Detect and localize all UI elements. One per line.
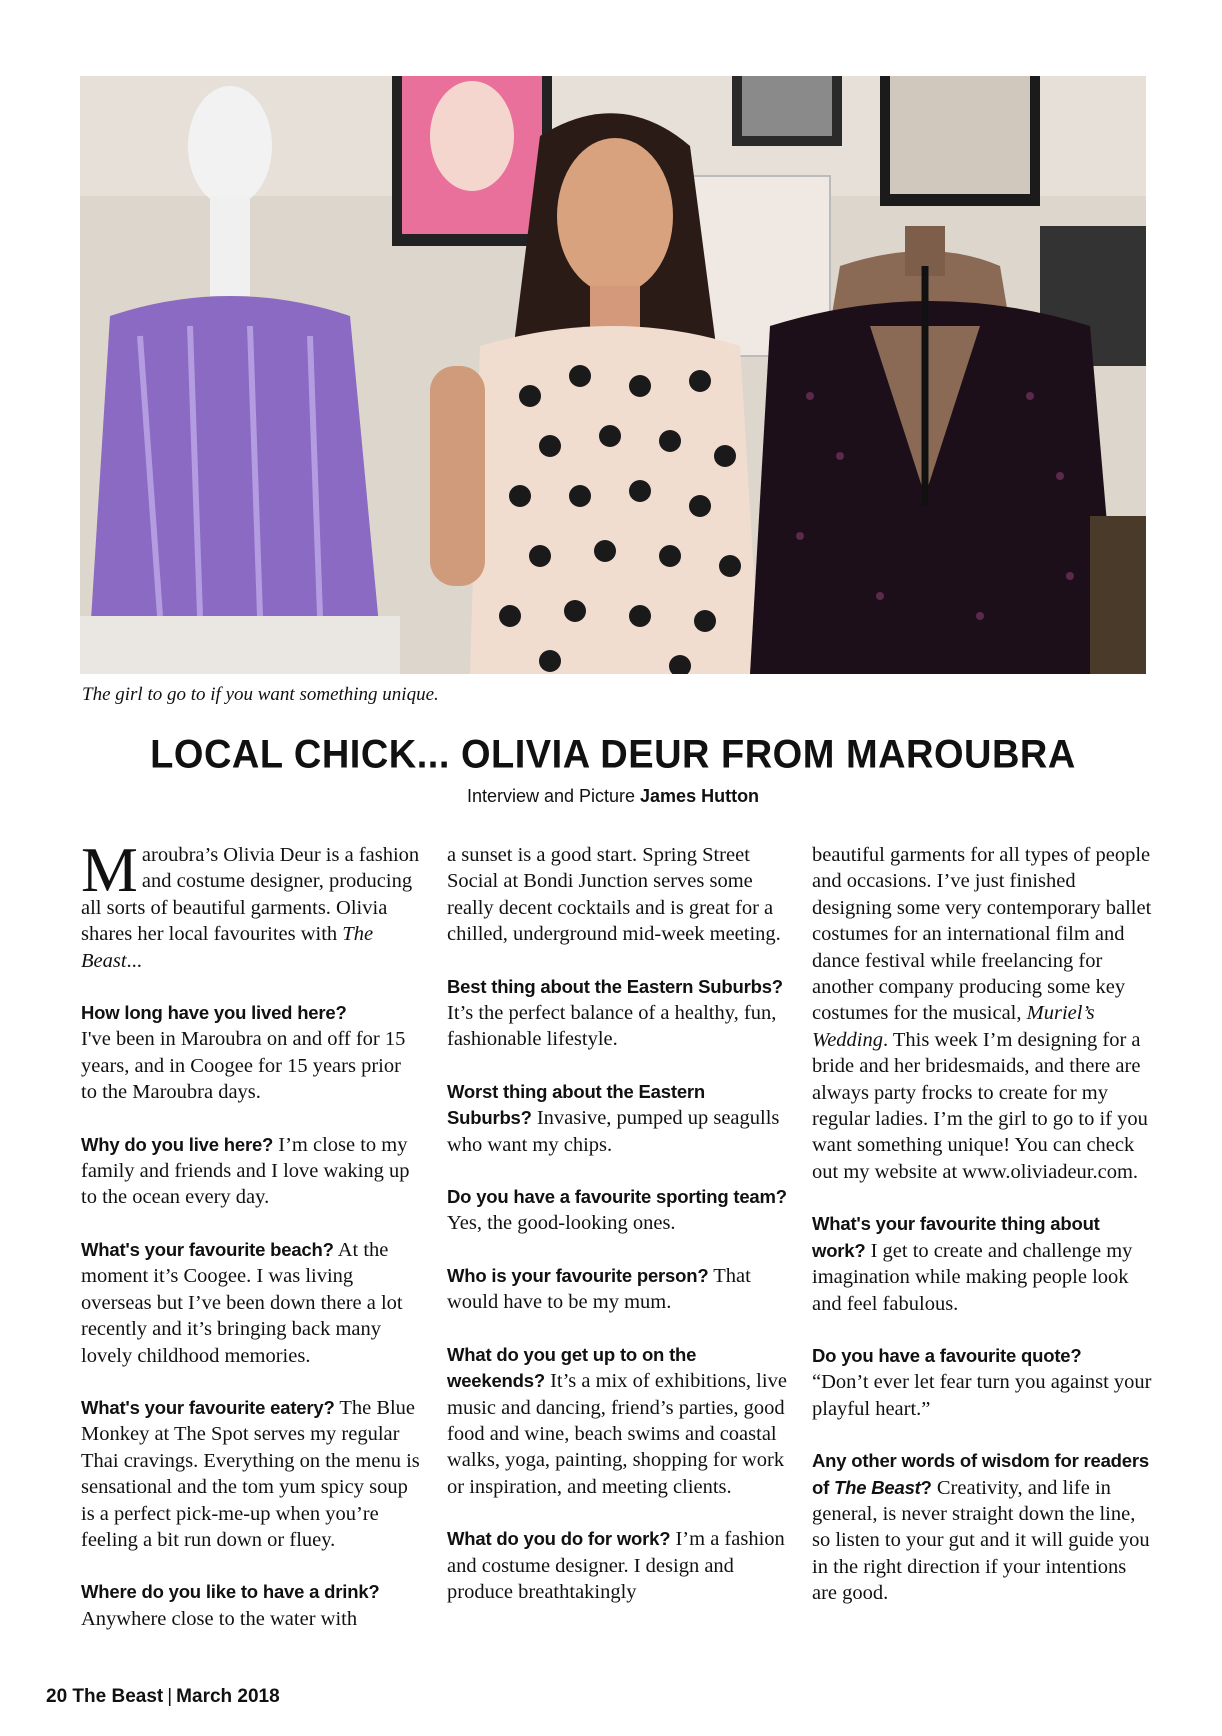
column-1 — [81, 834, 421, 1658]
qa-paragraph — [81, 1132, 421, 1211]
answer: I get to create and challenge my imagination while making people look and feel fabulous. — [812, 1239, 1133, 1315]
photo-caption: The girl to go to if you want something unique. — [82, 684, 439, 705]
question: Why do you live here? — [81, 1133, 274, 1155]
question: What's your favourite thing about work? — [812, 1213, 1100, 1261]
question: What do you get up to on the weekends? — [447, 1343, 697, 1392]
page-footer — [46, 1686, 280, 1708]
byline-prefix: Interview and Picture — [466, 786, 641, 806]
byline-author: James Hutton — [640, 786, 760, 806]
question: Who is your favourite person? — [447, 1264, 709, 1286]
answer: It’s the perfect balance of a healthy, fun, fashionable lifestyle. — [447, 1002, 777, 1051]
question-magazine: The Beast — [834, 1476, 921, 1498]
qa-paragraph — [447, 974, 787, 1053]
intro-text-1: aroubra’s Olivia Deur is a fashion and costume designer, producing all sorts of beautiful garments. Olivia shares her local favourites with — [81, 844, 420, 946]
answer: I’m close to my family and friends and I love waking up to the ocean every day. — [81, 1133, 410, 1209]
qa-paragraph — [81, 1395, 421, 1553]
qa-paragraph — [812, 1343, 1152, 1422]
qa-paragraph — [812, 1211, 1152, 1317]
answer: I’m a fashion and costume designer. I design and produce breathtakingly — [447, 1528, 785, 1603]
question: Do you have a favourite quote? — [812, 1344, 1082, 1366]
qa-paragraph — [447, 1079, 787, 1158]
question: Do you have a favourite sporting team? — [447, 1186, 787, 1208]
intro-magazine: The Beast — [81, 923, 374, 972]
photo-illustration — [80, 76, 1146, 674]
qa-paragraph — [81, 1237, 421, 1369]
question: Best thing about the Eastern Suburbs? — [447, 975, 783, 997]
question: What's your favourite beach? — [81, 1238, 334, 1260]
byline — [80, 786, 1146, 807]
continued-text-2: . This week I’m designing for a bride and her bridesmaids, and there are always party frocks to create for my regular ladies. I’m the girl to go to if you want something unique! You can check out my website at www.oliviadeur.com. — [812, 1028, 1148, 1183]
intro-paragraph — [81, 834, 421, 974]
answer: At the moment it’s Coogee. I was living overseas but I’ve been down there a lot recently and it’s bringing back many lovely childhood memories. — [81, 1238, 403, 1367]
intro-text-2: ... — [126, 949, 142, 972]
qa-paragraph — [447, 1184, 787, 1237]
answer: “Don’t ever let fear turn you against your playful heart.” — [812, 1371, 1152, 1420]
answer: That would have to be my mum. — [447, 1264, 751, 1314]
question: What do you do for work? — [447, 1528, 671, 1550]
continued-paragraph — [812, 842, 1152, 1185]
question-part-1: Any other words of wisdom for readers of — [812, 1450, 1149, 1498]
qa-paragraph — [81, 1579, 421, 1632]
drop-cap: M — [81, 834, 138, 905]
answer: Anywhere close to the water with — [81, 1607, 358, 1630]
qa-paragraph — [447, 1342, 787, 1500]
qa-paragraph — [447, 1526, 787, 1605]
qa-paragraph — [447, 1263, 787, 1316]
answer: I've been in Maroubra on and off for 15 years, and in Coogee for 15 years prior to the Maroubra days. — [81, 1028, 406, 1104]
question-part-2: ? — [920, 1476, 932, 1498]
page-number: 20 — [46, 1686, 68, 1707]
continued-paragraph: a sunset is a good start. Spring Street Social at Bondi Junction serves some really decent cocktails and is great for a chilled, underground mid-week meeting. — [447, 844, 781, 946]
footer-magazine: The Beast — [72, 1686, 164, 1707]
answer: Creativity, and life in general, is never straight down the line, so listen to your gut and it will guide you in the right direction if your intentions are good. — [812, 1476, 1150, 1605]
answer: Yes, the good-looking ones. — [447, 1212, 676, 1235]
muriels-wedding-title: Muriel’s Wedding — [812, 1002, 1095, 1051]
answer: It’s a mix of exhibitions, live music and dancing, friend’s parties, good food and wine, beach swims and coastal walks, yoga, painting, shopping for work or inspiration, and meeting clients. — [447, 1370, 787, 1498]
question: Where do you like to have a drink? — [81, 1581, 380, 1603]
answer: Invasive, pumped up seagulls who want my chips. — [447, 1107, 780, 1156]
question: What's your favourite eatery? — [81, 1396, 335, 1418]
question: Worst thing about the Eastern Suburbs? — [447, 1080, 706, 1129]
article-headline: LOCAL CHICK... OLIVIA DEUR FROM MAROUBRA — [150, 732, 1076, 778]
continued-text-1: beautiful garments for all types of people and occasions. I’ve just finished designing some very contemporary ballet costumes for an international film and dance festival while freelancing for another company producing some key costumes for the musical, — [812, 844, 1152, 1025]
column-3 — [812, 842, 1152, 1633]
qa-paragraph — [81, 1000, 421, 1106]
footer-issue: March 2018 — [176, 1686, 280, 1707]
answer: The Blue Monkey at The Spot serves my regular Thai cravings. Everything on the menu is sensational and the tom yum spicy soup is a perfect pick-me-up when you’re feeling a bit run down or fluey. — [81, 1396, 420, 1551]
column-2 — [447, 842, 787, 1631]
question: How long have you lived here? — [81, 1002, 347, 1024]
footer-separator: | — [167, 1686, 173, 1707]
article-photo — [80, 76, 1146, 674]
qa-paragraph — [812, 1448, 1152, 1606]
